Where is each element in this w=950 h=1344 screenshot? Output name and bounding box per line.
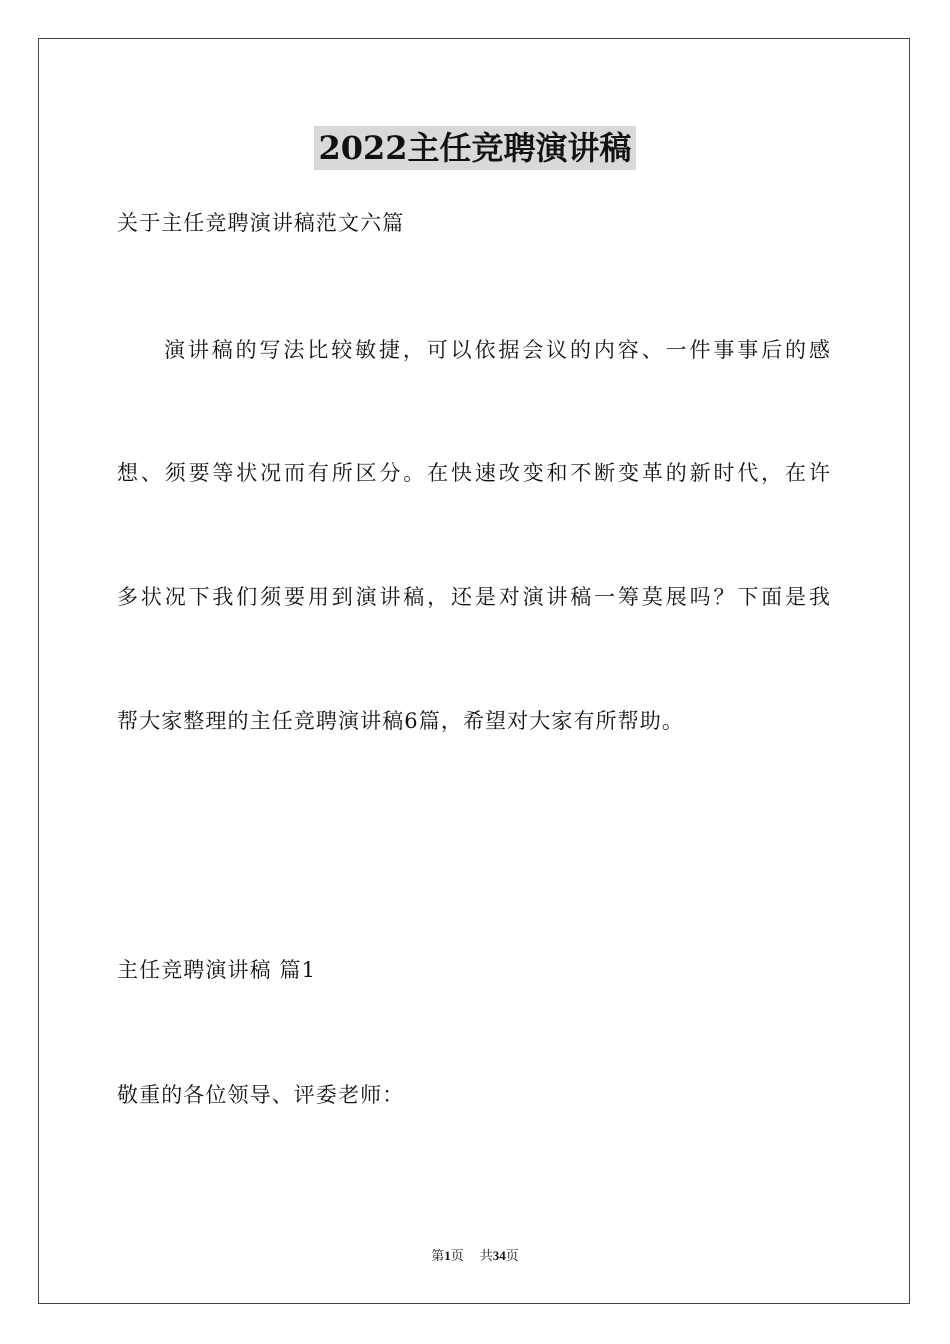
footer-total-suffix: 页 [505,1248,519,1263]
salutation: 敬重的各位领导、评委老师： [117,1083,405,1107]
paragraph-line-4: 帮大家整理的主任竞聘演讲稿6篇，希望对大家有所帮助。 [117,709,684,733]
footer-total-prefix: 共 [479,1248,493,1263]
document-title: 2022主任竞聘演讲稿 [314,126,635,170]
page-footer [0,1247,950,1265]
section-heading: 主任竞聘演讲稿 篇1 [117,958,317,982]
paragraph-line-1: 演讲稿的写法比较敏捷，可以依据会议的内容、一件事事后的感 [164,338,831,362]
footer-page-suffix: 页 [450,1248,464,1263]
paragraph-line-3: 多状况下我们须要用到演讲稿，还是对演讲稿一筹莫展吗？下面是我 [117,585,831,609]
footer-page-prefix: 第 [431,1248,445,1263]
document-subtitle: 关于主任竞聘演讲稿范文六篇 [117,211,405,235]
footer-total-pages: 34 [492,1248,506,1263]
paragraph-line-2: 想、须要等状况而有所区分。在快速改变和不断变革的新时代，在许 [117,461,831,485]
document-title-wrapper [0,126,950,176]
footer-page-number: 1 [444,1248,451,1263]
